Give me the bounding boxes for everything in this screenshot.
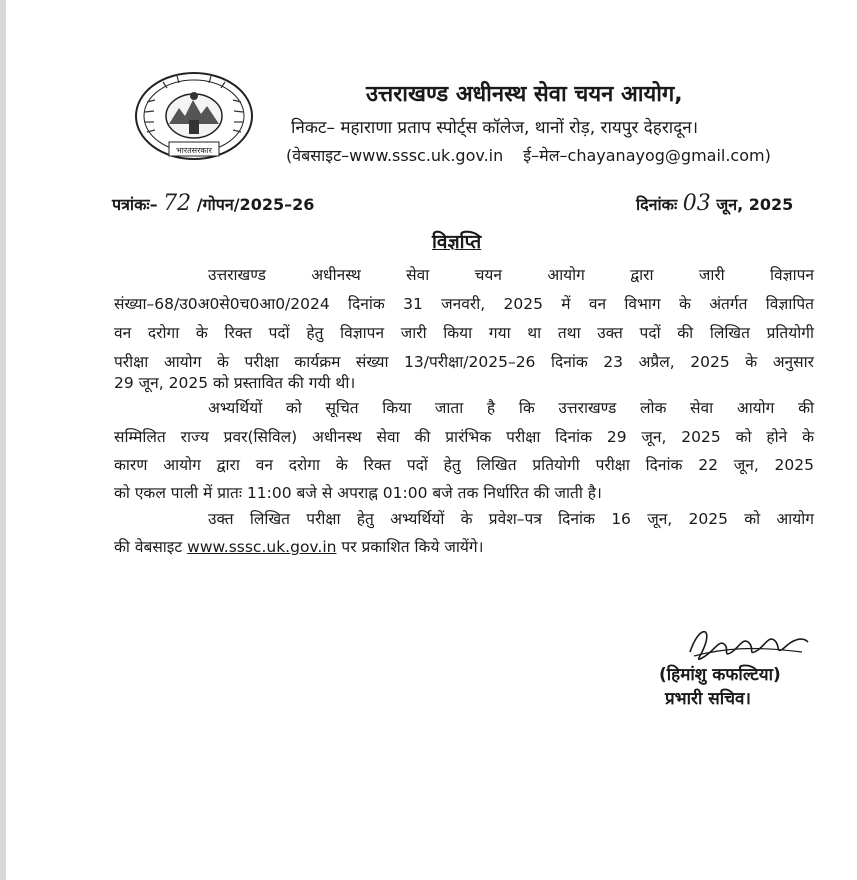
date-label: दिनांकः (636, 195, 678, 214)
emblem-text: भारतसरकार (176, 146, 212, 155)
reference-number: 72 (163, 191, 192, 216)
website-prefix: की वेबसाइट (114, 538, 183, 556)
signatory-designation: प्रभारी सचिव। (665, 689, 751, 709)
commission-emblem (133, 70, 255, 166)
body-line: को एकल पाली में प्रातः 11:00 बजे से अपराह्न 01:00 बजे तक निर्धारित की जाती है। (114, 484, 602, 502)
date-day: 03 (682, 191, 711, 216)
body-line: सम्मिलित राज्य प्रवर(सिविल) अधीनस्थ सेवा की प्रारंभिक परीक्षा दिनांक 29 जून, 2025 को होने के (114, 428, 814, 446)
page-edge (0, 0, 6, 880)
website-link[interactable]: www.sssc.uk.gov.in (187, 538, 337, 556)
reference-prefix: पत्रांकः– (112, 195, 158, 214)
body-line: उक्त लिखित परीक्षा हेतु अभ्यर्थियों के प्रवेश–पत्र दिनांक 16 जून, 2025 को आयोग (208, 510, 814, 528)
contact-line (286, 144, 771, 166)
email-text[interactable]: ई–मेल–chayanayog@gmail.com) (523, 146, 771, 165)
notice-title: विज्ञप्ति (432, 231, 482, 253)
body-line: वन दरोगा के रिक्त पदों हेतु विज्ञापन जारी किया गया था तथा उक्त पदों की लिखित प्रतियोगी (114, 324, 814, 342)
signatory-name: (हिमांशु कफल्टिया) (659, 665, 781, 685)
reference-line (112, 191, 314, 216)
reference-suffix: /गोपन/2025–26 (196, 195, 315, 214)
body-line: उत्तराखण्ड अधीनस्थ सेवा चयन आयोग द्वारा जारी विज्ञापन (208, 266, 814, 284)
date-line (636, 191, 793, 216)
org-address: निकट– महाराणा प्रताप स्पोर्ट्स कॉलेज, थानों रोड़, रायपुर देहरादून। (291, 118, 699, 138)
body-line-final (114, 535, 814, 557)
body-line: परीक्षा आयोग के परीक्षा कार्यक्रम संख्या 13/परीक्षा/2025–26 दिनांक 23 अप्रैल, 2025 के अनुसार (114, 353, 814, 371)
body-line: कारण आयोग द्वारा वन दरोगा के रिक्त पदों हेतु लिखित प्रतियोगी परीक्षा दिनांक 22 जून, 2025 (114, 456, 814, 474)
date-month-year: जून, 2025 (716, 195, 794, 214)
org-name: उत्तराखण्ड अधीनस्थ सेवा चयन आयोग, (366, 82, 683, 107)
body-line: 29 जून, 2025 को प्रस्तावित की गयी थी। (114, 374, 356, 392)
body-line: संख्या–68/उ0अ0से0च0आ0/2024 दिनांक 31 जनवरी, 2025 में वन विभाग के अंतर्गत विज्ञापित (114, 295, 814, 313)
website-suffix: पर प्रकाशित किये जायेंगे। (341, 538, 484, 556)
website-text[interactable]: (वेबसाइट–www.sssc.uk.gov.in (286, 146, 504, 165)
body-line: अभ्यर्थियों को सूचित किया जाता है कि उत्तराखण्ड लोक सेवा आयोग की (208, 399, 814, 417)
